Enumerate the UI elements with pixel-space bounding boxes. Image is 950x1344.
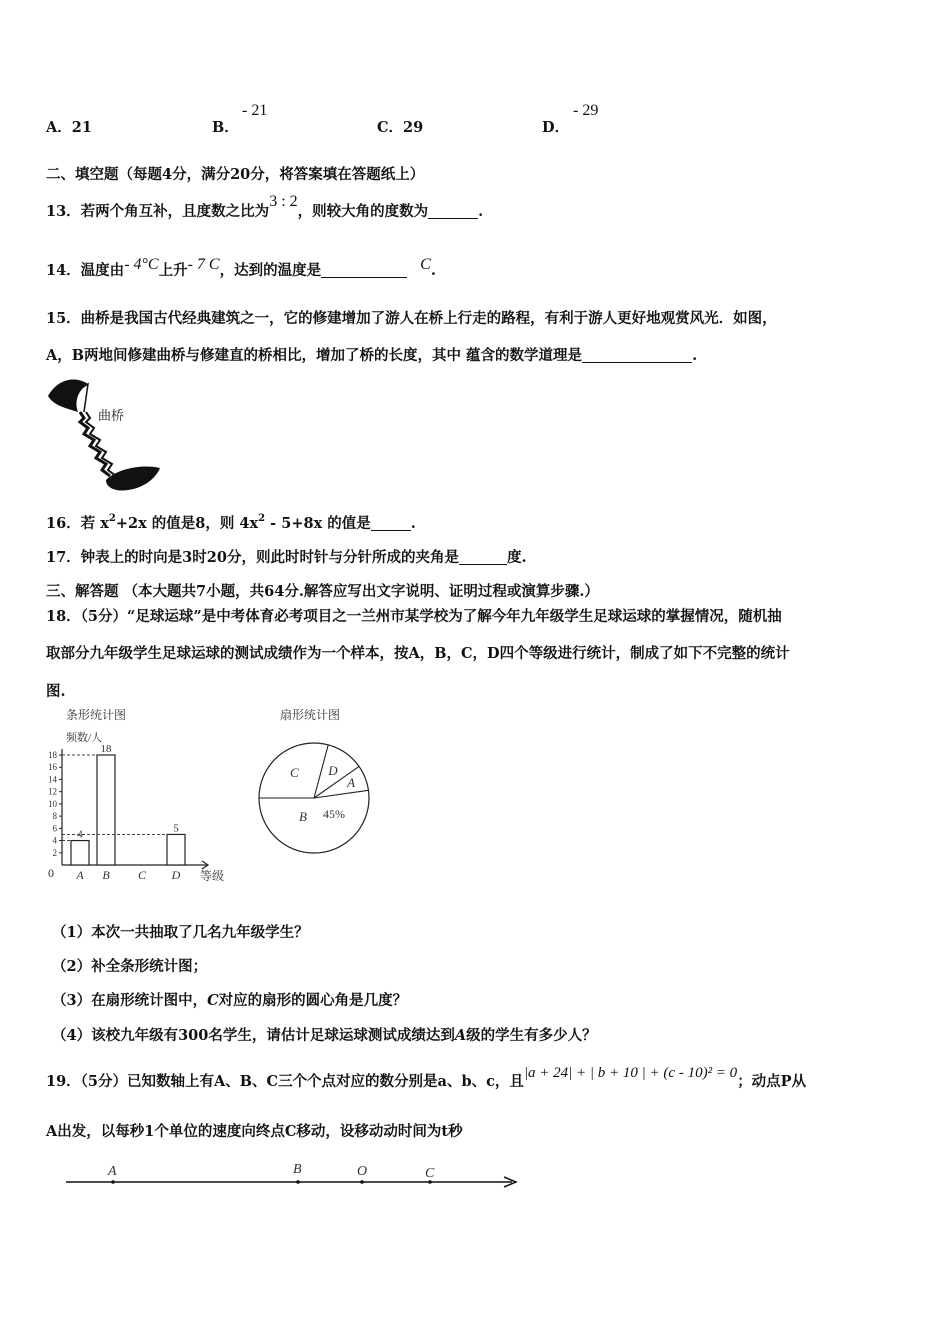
q14-period: . — [430, 262, 436, 279]
q16-text-3: - 5+8x 的值是 — [265, 515, 371, 532]
q18-sub3 — [52, 989, 407, 1010]
question-19-line2: A出发，以每秒1个单位的速度向终点C移动，设移动动时间为t秒 — [46, 1123, 463, 1140]
q19-formula: |a + 24| + | b + 10 | + (c - 10)² = 0 — [523, 1065, 738, 1081]
bar-chart-ylabel: 频数/人 — [66, 732, 103, 744]
q18-sub2: （2）补全条形统计图； — [52, 958, 208, 975]
pie-label-b: B — [299, 809, 307, 825]
q17-text: 17．钟表上的时向是3时20分，则此时时针与分针所成的夹角是 — [46, 549, 459, 566]
bar-chart-y-tick-label: 14 — [48, 774, 57, 785]
q18-sub1: （1）本次一共抽取了几名九年级学生？ — [52, 924, 309, 941]
question-15-line2 — [46, 344, 697, 365]
number-line — [60, 1155, 530, 1200]
q18-sub4-var: A — [454, 1027, 467, 1044]
q18-sub4-text-2: 级的学生有多少人？ — [466, 1027, 597, 1044]
section3-title: 三、解答题 （本大题共7小题，共64分.解答应写出文字说明、证明过程或演算步骤.） — [46, 583, 599, 600]
question-14 — [46, 256, 436, 280]
bar-b-label: 18 — [100, 743, 112, 755]
q16-exponent-1: 2 — [108, 513, 116, 524]
question-19-line1 — [46, 1065, 807, 1091]
q15-period: . — [692, 347, 698, 364]
pie-label-d: D — [328, 762, 338, 778]
bar-chart-xlabel: 等级 — [200, 869, 225, 883]
question-18-line2: 取部分九年级学生足球运球的测试成绩作为一个样本，按A，B，C，D四个等级进行统计，制成了如下不完整的统计 — [46, 645, 790, 662]
bar-chart-y-tick-label: 4 — [52, 835, 57, 846]
q18-sub4 — [52, 1024, 597, 1045]
q18-sub3-text-2: 对应的扇形的圆心角是几度？ — [218, 992, 408, 1009]
option-d-value: - 29 — [573, 102, 599, 119]
question-18-line3: 图. — [46, 683, 66, 700]
option-b-value: - 21 — [242, 102, 268, 119]
q14-unit: C — [420, 256, 431, 273]
option-c-value: 29 — [403, 119, 424, 136]
island-top — [48, 380, 88, 412]
option-a-label: A． — [46, 119, 72, 136]
point-b-label: B — [293, 1162, 302, 1177]
q14-temp-rise: - 7 C — [187, 256, 220, 273]
point-a-dot — [111, 1180, 115, 1184]
q14-text-2: ，达到的温度是 — [219, 262, 322, 279]
option-a-value: 21 — [71, 119, 92, 136]
bar-d-label: 5 — [173, 822, 179, 835]
pie-chart — [252, 703, 432, 863]
option-b-label: B． — [212, 119, 239, 136]
q17-text-2: 度. — [506, 549, 527, 566]
question-15-line1: 15．曲桥是我国古代经典建筑之一，它的修建增加了游人在桥上行走的路程，有利于游人更好地观赏风光．如图， — [46, 310, 777, 327]
q17-answer-blank — [459, 549, 507, 565]
question-17 — [46, 546, 527, 567]
bar-d — [167, 834, 185, 865]
q19-text-2: ；动点P从 — [737, 1073, 807, 1090]
q16-exponent-2: 2 — [258, 513, 266, 524]
option-c-label: C． — [377, 119, 404, 136]
bar-chart-x-label-d: D — [171, 868, 181, 882]
bar-chart-y-tick-label: 10 — [48, 798, 57, 809]
question-13 — [46, 193, 484, 221]
bar-chart-x-label-b: B — [102, 868, 110, 882]
curved-bridge-figure — [44, 372, 166, 494]
q18-sub3-text: （3）在扇形统计图中， — [52, 992, 208, 1009]
bar-chart-y-tick-label: 6 — [52, 823, 57, 834]
q14-text: 14．温度由 — [46, 262, 125, 279]
point-c-label: C — [425, 1166, 435, 1181]
q15-text: A，B两地间修建曲桥与修建直的桥相比，增加了桥的长度，其中 蕴含的数学道理是 — [46, 347, 583, 364]
pie-label-b-percent: 45% — [323, 807, 345, 821]
option-d-label: D． — [542, 119, 570, 136]
bar-chart-y-tick-label: 8 — [52, 811, 57, 822]
bar-chart-y-tick-label: 2 — [52, 847, 57, 858]
q16-answer-blank — [371, 515, 411, 531]
bar-b — [97, 755, 115, 865]
option-d — [542, 116, 569, 137]
q14-answer-blank — [321, 262, 407, 278]
point-o-dot — [360, 1180, 364, 1184]
option-b — [212, 116, 239, 137]
bar-chart-title: 条形统计图 — [66, 708, 127, 722]
question-16 — [46, 512, 416, 533]
q14-rise: 上升 — [158, 262, 188, 279]
question-18-line1: 18．（5分）“足球运球”是中考体育必考项目之一兰州市某学校为了解今年九年级学生足球运球的掌握情况，随机抽 — [46, 608, 782, 625]
point-o-label: O — [357, 1164, 368, 1179]
q16-period: . — [410, 515, 416, 532]
q13-text-2: ，则较大角的度数为 — [297, 203, 429, 220]
q13-text: 13．若两个角互补，且度数之比为 — [46, 203, 270, 220]
island-bottom — [106, 467, 160, 491]
pie-label-c: C — [289, 764, 299, 780]
pie-label-a: A — [347, 775, 356, 791]
q16-text: 16．若 x — [46, 515, 109, 532]
q18-sub4-text: （4）该校九年级有300名学生，请估计足球运球测试成绩达到 — [52, 1027, 455, 1044]
bar-chart — [40, 703, 240, 888]
pie-chart-title: 扇形统计图 — [280, 708, 341, 722]
q13-period: . — [478, 203, 484, 220]
option-c — [377, 116, 423, 137]
bar-chart-y-tick-label: 16 — [48, 762, 57, 773]
q18-sub3-var: C — [207, 992, 219, 1009]
bar-chart-origin-label: 0 — [48, 866, 54, 880]
option-a — [46, 116, 92, 137]
q13-ratio: 3 : 2 — [269, 193, 298, 210]
q19-text: 19．（5分）已知数轴上有A、B、C三个个点对应的数分别是a、b、c，且 — [46, 1073, 524, 1090]
bar-a-label: 4 — [77, 828, 83, 841]
bar-chart-x-label-c: C — [137, 868, 147, 882]
bar-a — [71, 841, 89, 865]
q14-temp-start: - 4°C — [124, 256, 159, 273]
bar-chart-y-tick-label: 18 — [48, 750, 57, 760]
bar-chart-x-label-a: A — [76, 868, 84, 882]
point-b-dot — [296, 1180, 300, 1184]
q15-answer-blank — [582, 347, 692, 363]
curved-bridge-label: 曲桥 — [98, 408, 125, 423]
q16-text-2: +2x 的值是8，则 4x — [115, 515, 259, 532]
section2-title: 二、填空题（每题4分，满分20分，将答案填在答题纸上） — [46, 166, 425, 183]
point-a-label: A — [108, 1164, 117, 1179]
bar-chart-y-tick-label: 12 — [48, 786, 57, 797]
q13-answer-blank — [428, 203, 478, 219]
